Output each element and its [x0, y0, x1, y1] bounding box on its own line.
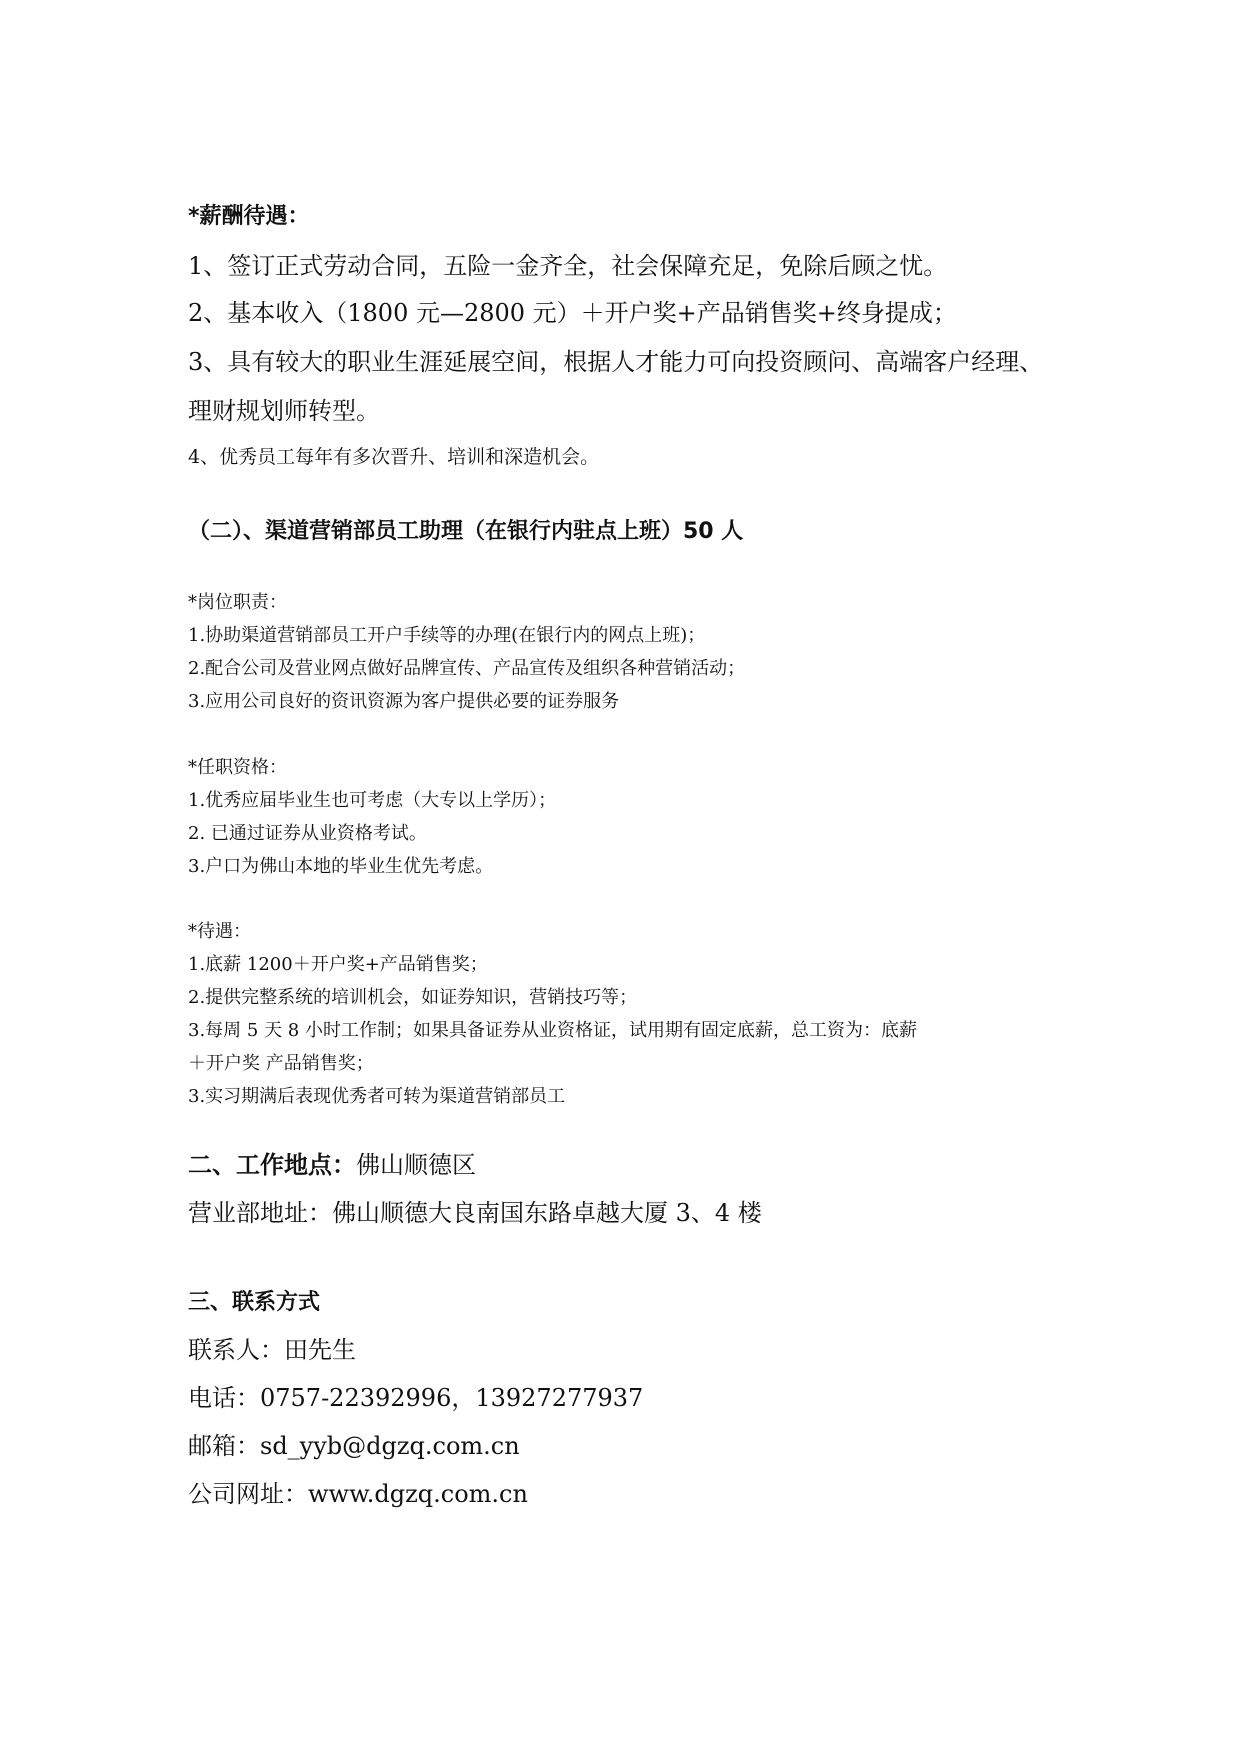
benefits-heading: *待遇： [188, 921, 251, 942]
duties-item-3: 3.应用公司良好的资讯资源为客户提供必要的证券服务 [188, 691, 620, 712]
duties-item-2: 2.配合公司及营业网点做好品牌宣传、产品宣传及组织各种营销活动； [188, 658, 746, 679]
office-address: 营业部地址：佛山顺德大良南国东路卓越大厦 3、4 楼 [188, 1199, 762, 1227]
benefits-item-2: 2.提供完整系统的培训机会，如证券知识，营销技巧等； [188, 987, 638, 1008]
qualifications-heading: *任职资格： [188, 757, 287, 778]
qualifications-item-1: 1.优秀应届毕业生也可考虑（大专以上学历）； [188, 790, 557, 811]
salary-item-1: 1、签订正式劳动合同，五险一金齐全，社会保障充足，免除后顾之忧。 [188, 252, 948, 280]
duties-heading: *岗位职责： [188, 592, 287, 613]
location-value: 佛山顺德区 [356, 1151, 476, 1179]
salary-item-3-cont: 理财规划师转型。 [188, 397, 380, 425]
position2-title: （二）、渠道营销部员工助理（在银行内驻点上班）50 人 [188, 519, 744, 544]
location-line [188, 1153, 476, 1177]
duties-item-1: 1.协助渠道营销部员工开户手续等的办理(在银行内的网点上班)； [188, 625, 706, 646]
benefits-item-4: 3.实习期满后表现优秀者可转为渠道营销部员工 [188, 1086, 566, 1107]
contact-heading: 三、联系方式 [188, 1290, 321, 1315]
contact-website: 公司网址：www.dgzq.com.cn [188, 1480, 528, 1508]
contact-person: 联系人：田先生 [188, 1336, 356, 1364]
salary-item-3: 3、具有较大的职业生涯延展空间，根据人才能力可向投资顾问、高端客户经理、 [188, 348, 1044, 376]
salary-heading: *薪酬待遇： [188, 204, 310, 229]
contact-email: 邮箱：sd_yyb@dgzq.com.cn [188, 1432, 520, 1460]
benefits-item-3: 3.每周 5 天 8 小时工作制；如果具备证券从业资格证，试用期有固定底薪，总工资为：底薪 [188, 1020, 917, 1041]
benefits-item-3-cont: ＋开户奖 产品销售奖； [188, 1053, 374, 1074]
salary-item-4: 4、优秀员工每年有多次晋升、培训和深造机会。 [188, 446, 600, 468]
contact-phone: 电话：0757-22392996，13927277937 [188, 1384, 644, 1412]
location-label: 二、工作地点： [188, 1151, 356, 1179]
salary-item-2: 2、基本收入（1800 元—2800 元）＋开户奖+产品销售奖+终身提成； [188, 299, 957, 327]
qualifications-item-3: 3.户口为佛山本地的毕业生优先考虑。 [188, 856, 494, 877]
qualifications-item-2: 2. 已通过证券从业资格考试。 [188, 823, 427, 844]
benefits-item-1: 1.底薪 1200＋开户奖+产品销售奖； [188, 954, 488, 975]
